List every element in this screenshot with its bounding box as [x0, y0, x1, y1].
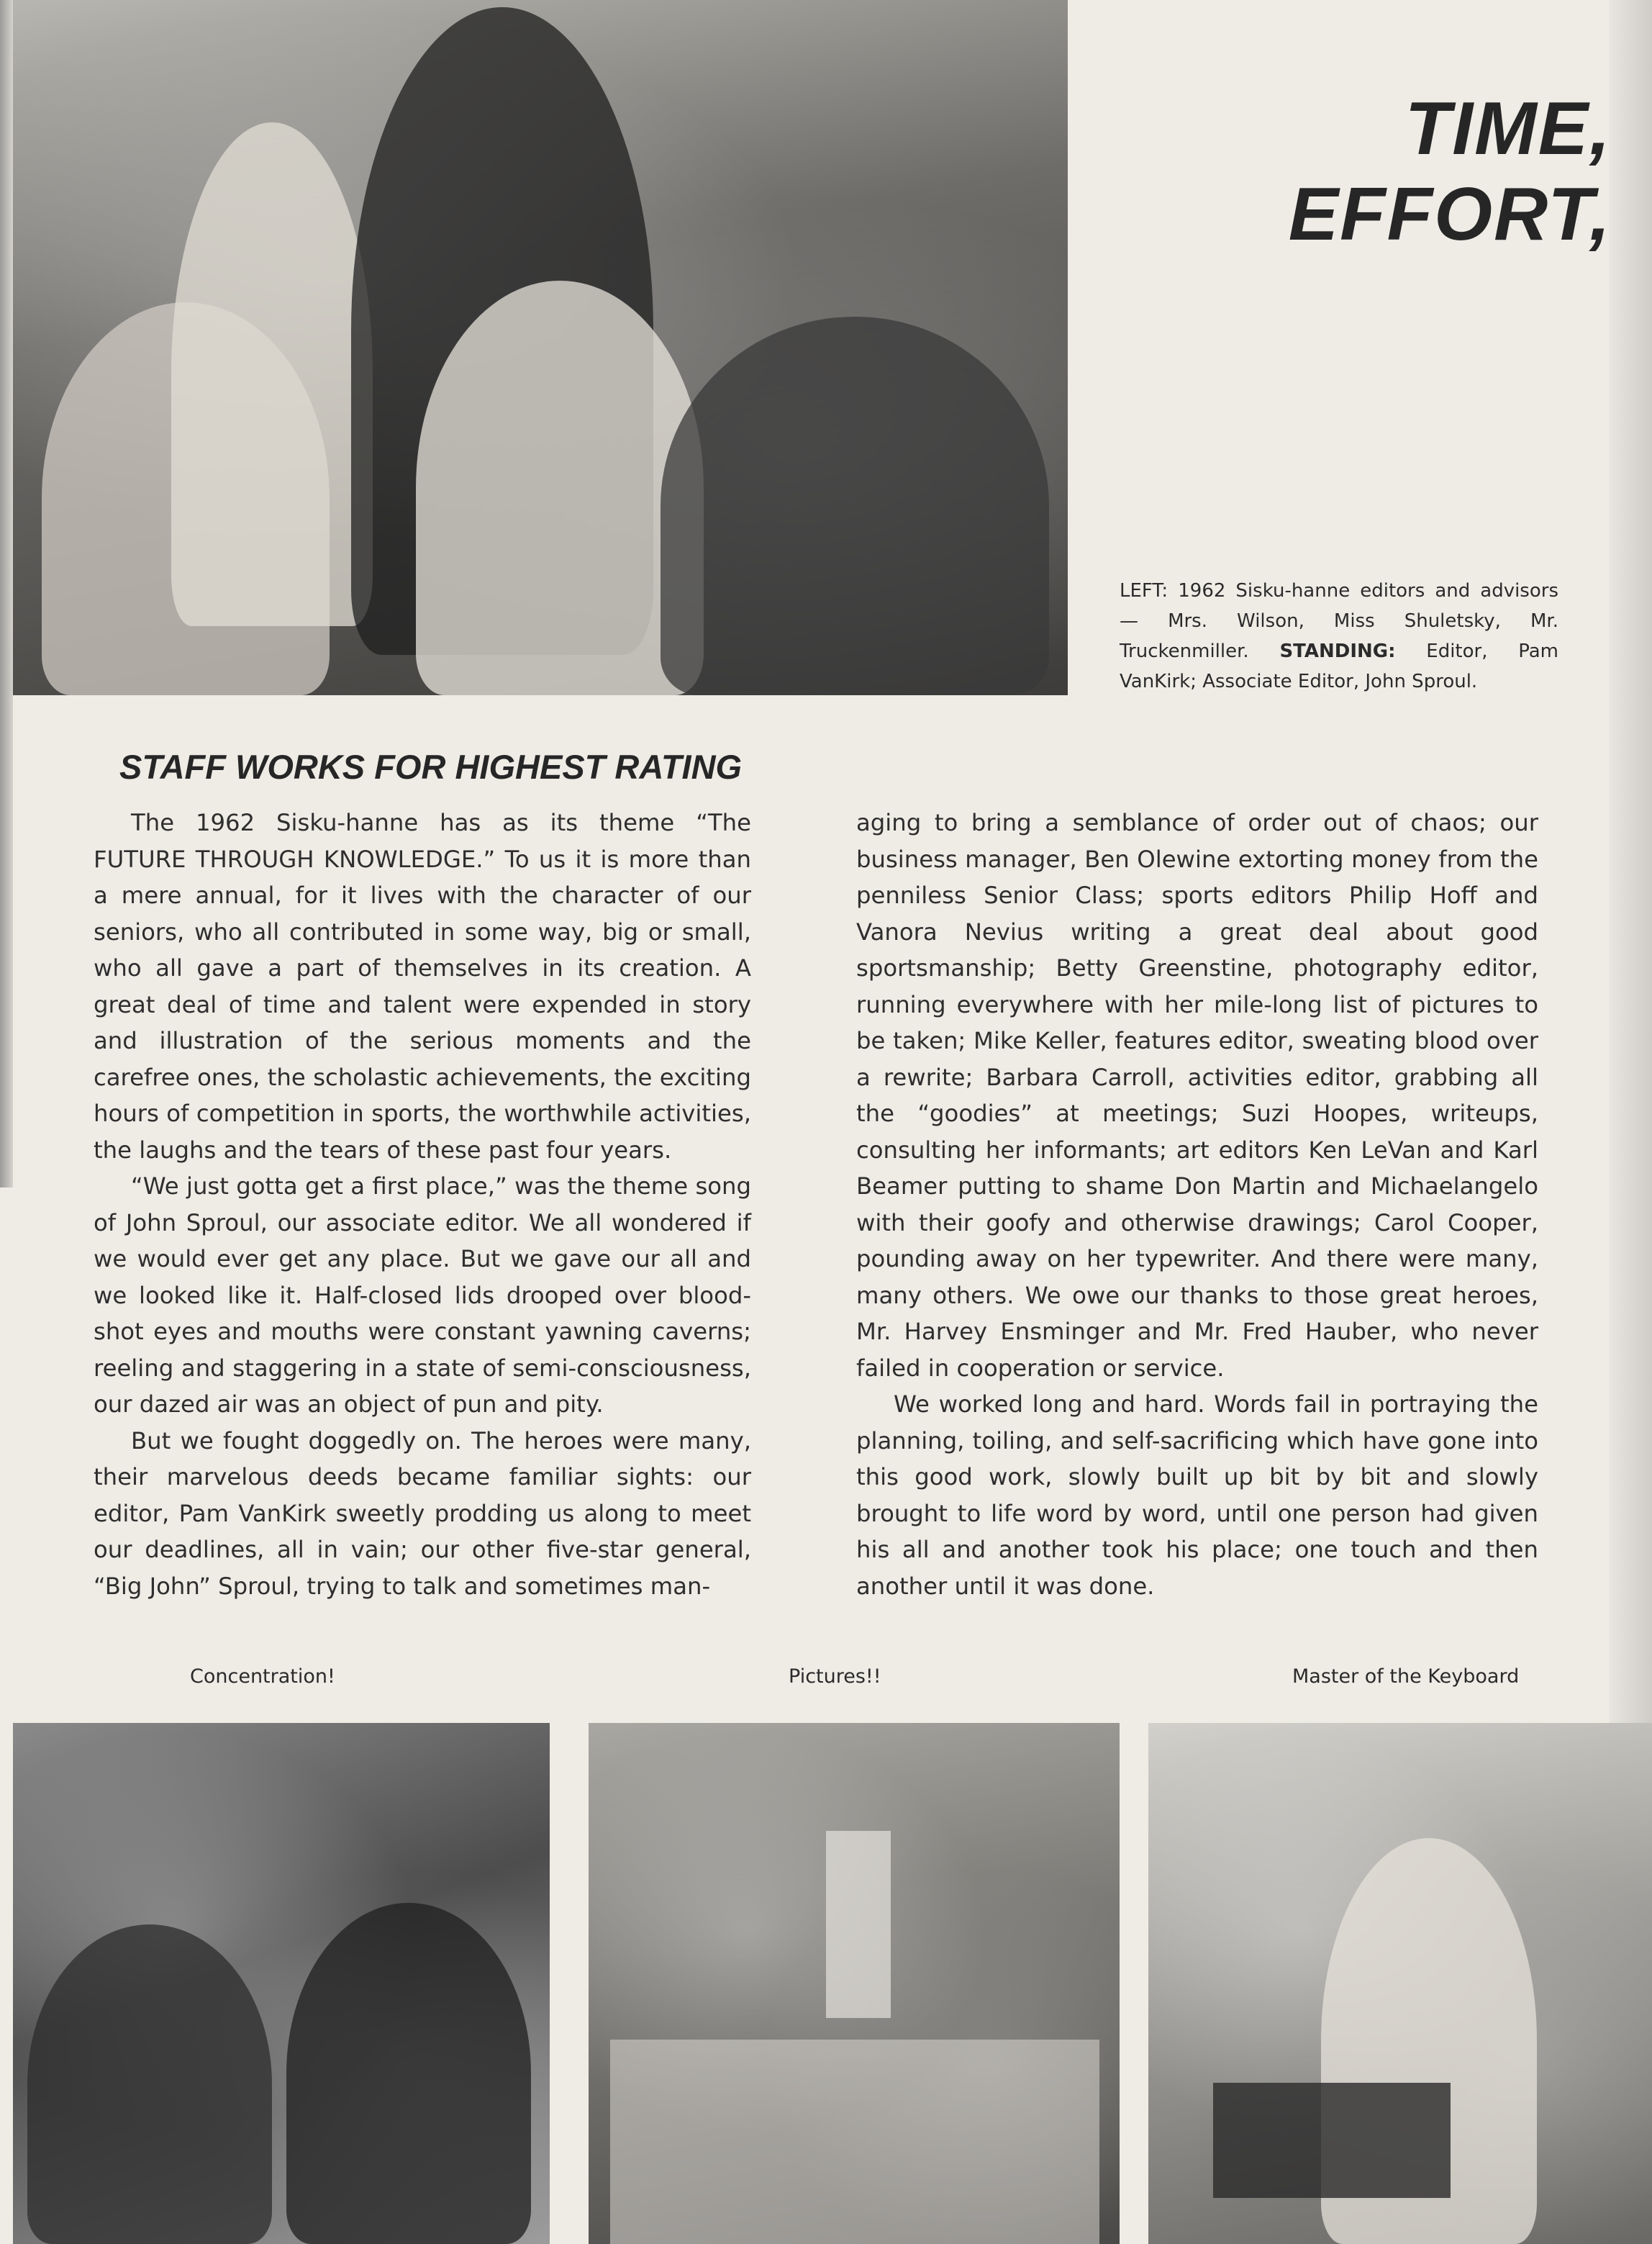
- article-subhead: STAFF WORKS FOR HIGHEST RATING: [119, 748, 743, 786]
- concentration-photo: [13, 1723, 550, 2244]
- article-paragraph: The 1962 Sisku-hanne has as its theme “The FUTURE THROUGH KNOWLEDGE.” To us it is more than a mere annual, for it lives with the character of our seniors, who all contributed in some way, big or small, who all gave a part of themselves in its creation. A great deal of time and talent were expended in story and illustration of the serious moments and the carefree ones, the scholastic achievements, the exciting hours of competition in sports, the worthwhile activities, the laughs and the tears of these past four years.: [94, 809, 751, 1164]
- staff-group-photo: [13, 0, 1068, 695]
- desk-with-photos: [610, 2040, 1099, 2244]
- wall-calendar: [826, 1831, 891, 2018]
- main-photo-caption: [1120, 576, 1558, 697]
- figure-student-left: [27, 1924, 272, 2244]
- article-paragraph: We worked long and hard. Words fail in portraying the planning, toiling, and self-sacrificing which have gone into this good work, slowly built up bit by bit and slowly brought to life word by word, until one person had given his all and another took his place; one touch and then another until it was done.: [856, 1390, 1538, 1600]
- caption-lead: LEFT: 1962 Sisku-hanne editors and advisors — Mrs. Wilson, Miss Shuletsky, Mr. Truckenmiller.: [1120, 580, 1558, 662]
- caption-standing-label: STANDING:: [1279, 641, 1396, 662]
- photo-caption-keyboard: Master of the Keyboard: [1292, 1665, 1520, 1688]
- page-edge-shadow: [0, 0, 13, 1187]
- article-paragraph: “We just gotta get a first place,” was the theme song of John Sproul, our associate editor. We all wondered if we would ever get any place. But we gave our all and we looked like it. Half-closed lids drooped over blood-shot eyes and mouths were constant yawning caverns; reeling and staggering in a state of semi-consciousness, our dazed air was an object of pun and pity.: [94, 1172, 751, 1418]
- figure-student-right: [286, 1903, 531, 2244]
- article-column-left: [94, 805, 751, 1604]
- article-column-right: [856, 805, 1538, 1604]
- photo-caption-concentration: Concentration!: [190, 1665, 335, 1688]
- article-paragraph: aging to bring a semblance of order out of chaos; our business manager, Ben Olewine extorting money from the penniless Senior Class; sports editors Philip Hoff and Vanora Nevius writing a great deal about good sportsmanship; Betty Greenstine, photography editor, running everywhere with her mile-long list of pictures to be taken; Mike Keller, features editor, sweating blood over a rewrite; Barbara Carroll, activities editor, grabbing all the “goodies” at meetings; Suzi Hoopes, writeups, consulting her informants; art editors Ken LeVan and Karl Beamer putting to shame Don Martin and Michaelangelo with their goofy and otherwise drawings; Carol Cooper, pounding away on her typewriter. And there were many, many others. We owe our thanks to those great heroes, Mr. Harvey Ensminger and Mr. Fred Hauber, who never failed in cooperation or service.: [856, 809, 1538, 1382]
- figure-seated-right: [661, 317, 1049, 695]
- caption-rest: Editor, Pam VanKirk; Associate Editor, John Sproul.: [1120, 641, 1559, 692]
- page-headline: TIME, EFFORT,: [1288, 87, 1612, 256]
- pictures-photo: [589, 1723, 1120, 2244]
- photo-caption-pictures: Pictures!!: [789, 1665, 881, 1688]
- article-paragraph: But we fought doggedly on. The heroes were many, their marvelous deeds became familiar sights: our editor, Pam VanKirk sweetly prodding us along to meet our deadlines, all in vain; our other five-star general, “Big John” Sproul, trying to talk and sometimes man-: [94, 1426, 751, 1600]
- typewriter: [1213, 2083, 1451, 2198]
- keyboard-photo: [1148, 1723, 1652, 2244]
- figure-standing-girl: [171, 122, 373, 626]
